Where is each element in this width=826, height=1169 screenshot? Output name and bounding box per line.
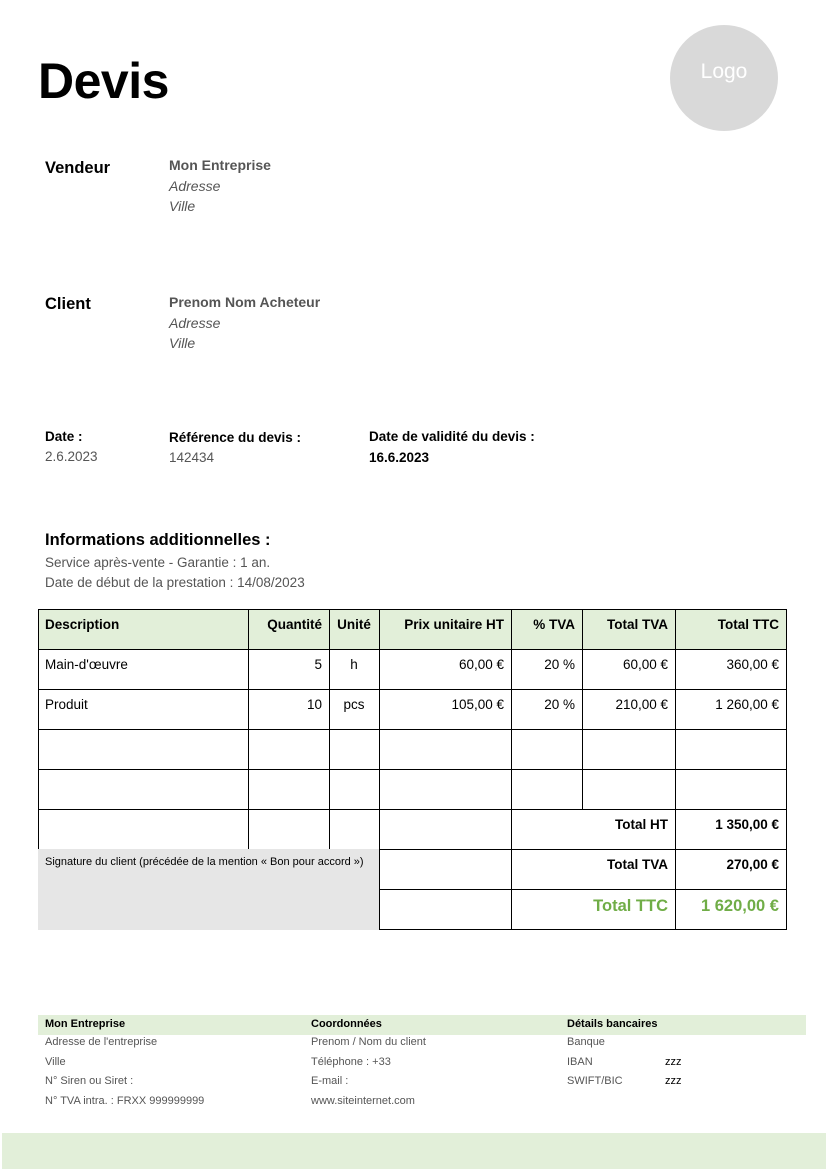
info-title: Informations additionnelles : [45, 531, 271, 549]
signature-note: Signature du client (précédée de la mention « Bon pour accord ») [45, 856, 364, 868]
seller-city: Ville [169, 198, 196, 214]
footer-contact-line: Prenom / Nom du client [311, 1036, 426, 1048]
footer-bank-value: zzz [665, 1056, 682, 1068]
footer-bank-value: zzz [665, 1075, 682, 1087]
header-description: Description [45, 617, 120, 632]
header-quantity: Quantité [267, 617, 322, 632]
logo-label: Logo [700, 60, 748, 83]
client-address: Adresse [169, 315, 221, 331]
footer-company-title: Mon Entreprise [45, 1018, 126, 1030]
bottom-band [2, 1133, 826, 1169]
row-description: Main-d'œuvre [45, 657, 128, 672]
footer-contact-line: www.siteinternet.com [311, 1095, 415, 1107]
footer-company-line: Ville [45, 1056, 66, 1068]
footer-bank-line: IBAN [567, 1056, 593, 1068]
date-label: Date : [45, 429, 83, 444]
total-ttc-label: Total TTC [593, 897, 668, 915]
row-unit: pcs [343, 697, 365, 712]
header-vat-rate: % TVA [533, 617, 575, 632]
total-ht-value: 1 350,00 € [715, 817, 779, 832]
client-name: Prenom Nom Acheteur [169, 294, 321, 310]
row-total-ttc: 360,00 € [726, 657, 779, 672]
header-unit: Unité [337, 617, 371, 632]
footer-bank-line: SWIFT/BIC [567, 1075, 623, 1087]
row-vat-rate: 20 % [544, 697, 575, 712]
row-quantity: 5 [314, 657, 322, 672]
header-vat-total: Total TVA [607, 617, 668, 632]
row-quantity: 10 [306, 697, 322, 712]
total-tva-label: Total TVA [607, 857, 668, 872]
validity-value: 16.6.2023 [369, 450, 430, 465]
seller-name: Mon Entreprise [169, 157, 271, 173]
info-line: Service après-vente - Garantie : 1 an. [45, 555, 271, 570]
footer-company-line: N° Siren ou Siret : [45, 1075, 134, 1087]
row-unit-price: 105,00 € [451, 697, 504, 712]
seller-address: Adresse [169, 178, 221, 194]
footer-contact-title: Coordonnées [311, 1018, 382, 1030]
header-total-ttc: Total TTC [717, 617, 779, 632]
footer-bank-title: Détails bancaires [567, 1018, 658, 1030]
footer-contact-line: Téléphone : +33 [311, 1056, 391, 1068]
row-total-ttc: 1 260,00 € [715, 697, 779, 712]
total-ht-label: Total HT [615, 817, 668, 832]
seller-label: Vendeur [45, 159, 111, 177]
logo-placeholder [670, 25, 778, 131]
document-title: Devis [38, 53, 169, 109]
reference-value: 142434 [169, 450, 215, 465]
footer-company-line: Adresse de l'entreprise [45, 1036, 158, 1048]
validity-label: Date de validité du devis : [369, 429, 535, 444]
header-unit-price: Prix unitaire HT [404, 617, 504, 632]
row-vat-total: 210,00 € [615, 697, 668, 712]
row-unit: h [350, 657, 358, 672]
row-unit-price: 60,00 € [458, 657, 504, 672]
total-tva-value: 270,00 € [726, 857, 779, 872]
client-city: Ville [169, 335, 196, 351]
client-label: Client [45, 295, 91, 313]
footer-header-bg [38, 1015, 806, 1035]
footer-bank-line: Banque [567, 1036, 605, 1048]
row-vat-total: 60,00 € [622, 657, 668, 672]
footer-company-line: N° TVA intra. : FRXX 999999999 [45, 1095, 205, 1107]
row-description: Produit [45, 697, 88, 712]
total-ttc-value: 1 620,00 € [701, 897, 779, 915]
date-value: 2.6.2023 [45, 449, 98, 464]
row-vat-rate: 20 % [544, 657, 575, 672]
reference-label: Référence du devis : [169, 430, 302, 445]
info-line: Date de début de la prestation : 14/08/2023 [45, 575, 305, 590]
footer-contact-line: E-mail : [311, 1075, 349, 1087]
